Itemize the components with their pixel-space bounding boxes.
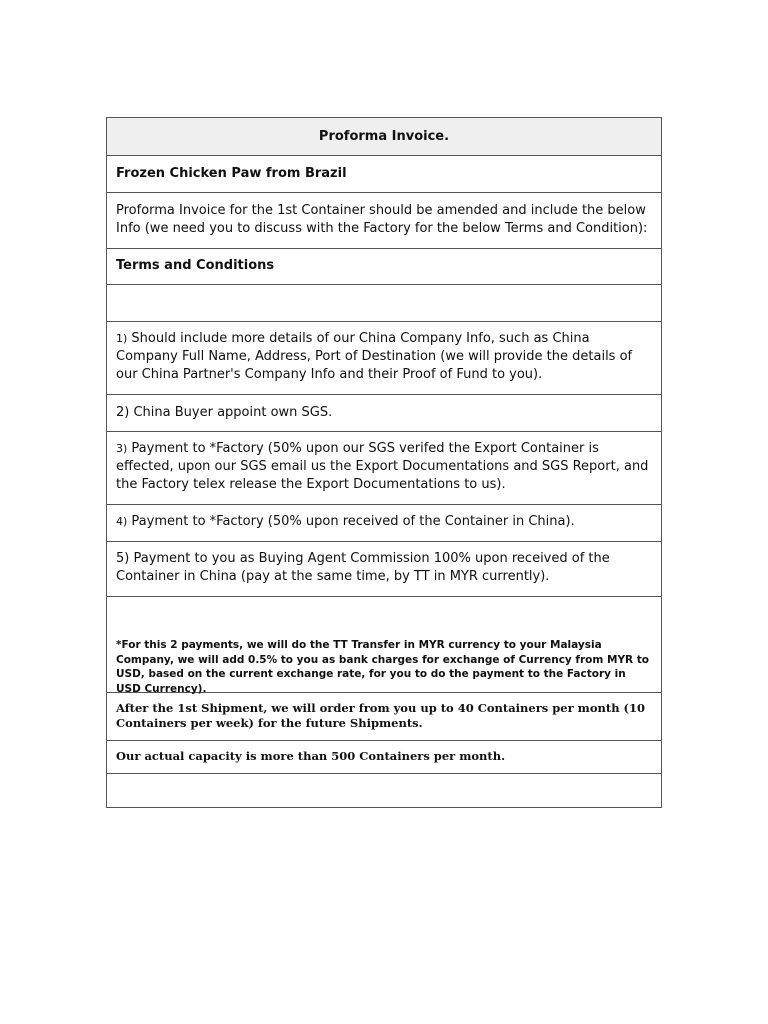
after-shipment-row — [107, 693, 661, 741]
empty-row — [107, 774, 661, 807]
term-number: 5) — [116, 551, 130, 566]
capacity-row — [107, 741, 661, 774]
terms-heading: Terms and Conditions — [116, 258, 275, 273]
term-row-2 — [107, 395, 661, 432]
term-text: China Buyer appoint own SGS. — [129, 405, 333, 420]
payment-note-row — [107, 597, 661, 693]
term-text: Payment to *Factory (50% upon our SGS verifed the Export Container is effected, upon our SGS email us the Export Documentations and SGS Report, and the Factory telex release the Export Documentations to us). — [116, 441, 649, 492]
term-text: Payment to *Factory (50% upon received of the Container in China). — [127, 514, 575, 529]
term-row-3 — [107, 432, 661, 505]
term-row-4 — [107, 505, 661, 542]
intro-text: Proforma Invoice for the 1st Container should be amended and include the below Info (we need you to discuss with the Factory for the below Terms and Condition): — [116, 203, 648, 236]
terms-heading-row — [107, 249, 661, 285]
product-name: Frozen Chicken Paw from Brazil — [116, 166, 347, 181]
term-number: 4) — [116, 515, 128, 528]
term-text: Should include more details of our China Company Info, such as China Company Full Name, Address, Port of Destination (we will provide the details of our China Partner's Company Info and their Proof of Fund to you). — [116, 331, 633, 382]
product-row — [107, 156, 661, 193]
capacity-text: Our actual capacity is more than 500 Containers per month. — [116, 749, 506, 763]
proforma-invoice-table — [106, 117, 662, 808]
invoice-title-text: Proforma Invoice. — [318, 129, 450, 144]
term-number: 3) — [116, 442, 128, 455]
term-text: Payment to you as Buying Agent Commission 100% upon received of the Container in China (pay at the same time, by TT in MYR currently). — [116, 551, 610, 584]
after-shipment-text: After the 1st Shipment, we will order from you up to 40 Containers per month (10 Containers per week) for the future Shipments. — [116, 701, 645, 730]
payment-note: *For this 2 payments, we will do the TT Transfer in MYR currency to your Malaysia Company, we will add 0.5% to you as bank charges for exchange of Currency from MYR to USD, based on the current exchange rate, for you to do the payment to the Factory in USD Currency). — [116, 639, 650, 695]
intro-row — [107, 193, 661, 249]
term-row-1 — [107, 322, 661, 395]
invoice-title — [107, 118, 661, 156]
empty-row — [107, 285, 661, 322]
term-number: 2) — [116, 405, 130, 420]
term-number: 1) — [116, 332, 128, 345]
term-row-5 — [107, 542, 661, 597]
